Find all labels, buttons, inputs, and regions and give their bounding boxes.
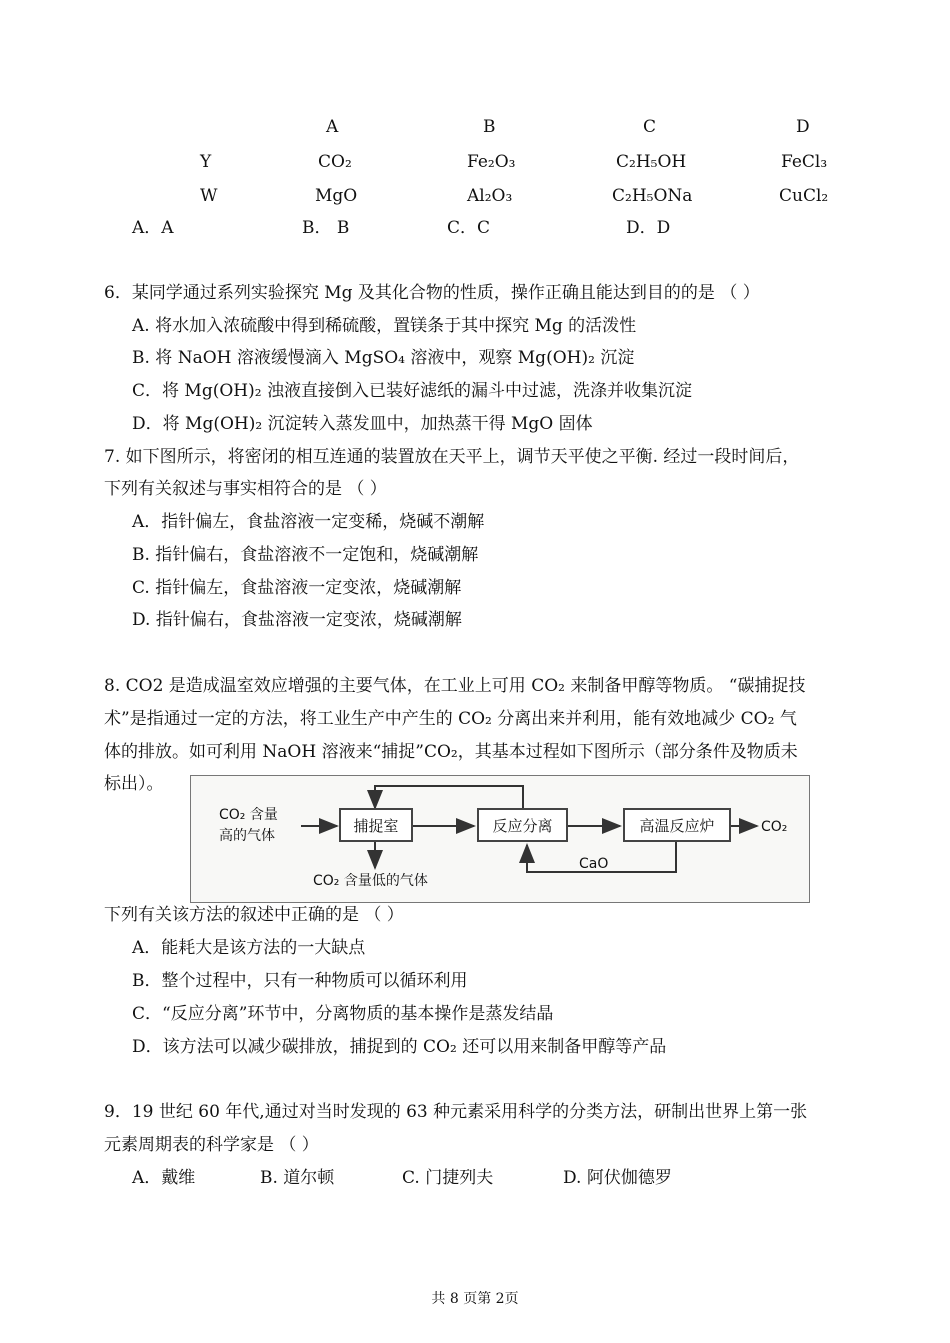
q6-option-b: B. 将 NaOH 溶液缓慢滴入 MgSO₄ 溶液中，观察 Mg(OH)₂ 沉淀 — [132, 348, 635, 368]
q6-option-c: C．将 Mg(OH)₂ 浊液直接倒入已装好滤纸的漏斗中过滤，洗涤并收集沉淀 — [132, 381, 692, 401]
q6-option-a: A. 将水加入浓硫酸中得到稀硫酸，置镁条于其中探究 Mg 的活泼性 — [132, 316, 637, 336]
diagram-cao-label: CaO — [579, 856, 609, 872]
table-header-c: C — [643, 117, 657, 137]
q7-option-d: D. 指针偏右，食盐溶液一定变浓，烧碱潮解 — [132, 610, 462, 630]
cell-w-b: Al₂O₃ — [467, 186, 513, 206]
cell-y-a: CO₂ — [318, 152, 352, 172]
diagram-input-line1: CO₂ 含量 — [219, 807, 278, 823]
capture-chamber-box — [339, 808, 413, 842]
cell-w-d: CuCl₂ — [779, 186, 829, 206]
q6-stem: 6．某同学通过系列实验探究 Mg 及其化合物的性质，操作正确且能达到目的的是 （ ） — [104, 283, 760, 303]
cell-y-c: C₂H₅OH — [616, 152, 687, 172]
q7-stem-line2: 下列有关叙述与事实相符合的是 （ ） — [104, 479, 387, 499]
furnace-box — [623, 808, 731, 842]
q8-stem-line2: 术”是指通过一定的方法，将工业生产中产生的 CO₂ 分离出来并利用，能有效地减少 CO₂ 气 — [104, 709, 797, 729]
reaction-separation-box — [477, 808, 568, 842]
row-label-w: W — [200, 186, 218, 206]
q9-option-a: A．戴维 — [132, 1168, 196, 1188]
q9-stem-line2: 元素周期表的科学家是 （ ） — [104, 1135, 319, 1155]
q7-option-c: C. 指针偏左，食盐溶液一定变浓，烧碱潮解 — [132, 578, 462, 598]
q9-option-c: C. 门捷列夫 — [402, 1168, 494, 1188]
furnace-label: 高温反应炉 — [639, 816, 715, 835]
reaction-separation-label: 反应分离 — [492, 816, 553, 835]
q8-option-a: A．能耗大是该方法的一大缺点 — [132, 938, 366, 958]
q8-stem-line3: 体的排放。如可利用 NaOH 溶液来“捕捉”CO₂，其基本过程如下图所示（部分条件及物质未 — [104, 742, 798, 762]
q9-option-b: B. 道尔顿 — [260, 1168, 335, 1188]
diagram-output-co2: CO₂ — [761, 819, 788, 835]
carbon-capture-diagram — [190, 775, 810, 903]
cell-y-b: Fe₂O₃ — [467, 152, 516, 172]
capture-chamber-label: 捕捉室 — [353, 816, 399, 835]
cell-y-d: FeCl₃ — [781, 152, 828, 172]
diagram-low-co2-gas: CO₂ 含量低的气体 — [313, 873, 428, 889]
row-label-y: Y — [200, 152, 212, 172]
q8-option-c: C．“反应分离”环节中，分离物质的基本操作是蒸发结晶 — [132, 1004, 554, 1024]
q9-stem-line1: 9．19 世纪 60 年代,通过对当时发现的 63 种元素采用科学的分类方法，研制出世界上第一张 — [104, 1102, 808, 1122]
page-footer: 共 8 页第 2页 — [431, 1291, 519, 1307]
q7-stem-line1: 7. 如下图所示，将密闭的相互连通的装置放在天平上，调节天平使之平衡. 经过一段时间后， — [104, 447, 800, 467]
q8-stem-line1: 8. CO2 是造成温室效应增强的主要气体，在工业上可用 CO₂ 来制备甲醇等物质。 “碳捕捉技 — [104, 676, 806, 696]
q8-stem-line4: 标出）。 — [104, 774, 164, 794]
q5-option-a: A．A — [132, 218, 174, 238]
q5-option-c: C．C — [447, 218, 491, 238]
q7-option-a: A．指针偏左，食盐溶液一定变稀，烧碱不潮解 — [132, 512, 485, 532]
q9-option-d: D. 阿伏伽德罗 — [563, 1168, 672, 1188]
q7-option-b: B. 指针偏右，食盐溶液不一定饱和，烧碱潮解 — [132, 545, 479, 565]
table-header-b: B — [483, 117, 496, 137]
q5-option-b: B． B — [302, 218, 350, 238]
table-header-d: D — [796, 117, 810, 137]
cell-w-c: C₂H₅ONa — [612, 186, 693, 206]
diagram-input-line2: 高的气体 — [219, 828, 275, 844]
table-header-a: A — [326, 117, 339, 137]
q8-option-d: D．该方法可以减少碳排放，捕捉到的 CO₂ 还可以用来制备甲醇等产品 — [132, 1037, 667, 1057]
q8-option-b: B．整个过程中，只有一种物质可以循环利用 — [132, 971, 468, 991]
cell-w-a: MgO — [315, 186, 358, 206]
q6-option-d: D．将 Mg(OH)₂ 沉淀转入蒸发皿中，加热蒸干得 MgO 固体 — [132, 414, 593, 434]
q5-option-d: D．D — [626, 218, 671, 238]
q8-question: 下列有关该方法的叙述中正确的是 （ ） — [104, 905, 404, 925]
